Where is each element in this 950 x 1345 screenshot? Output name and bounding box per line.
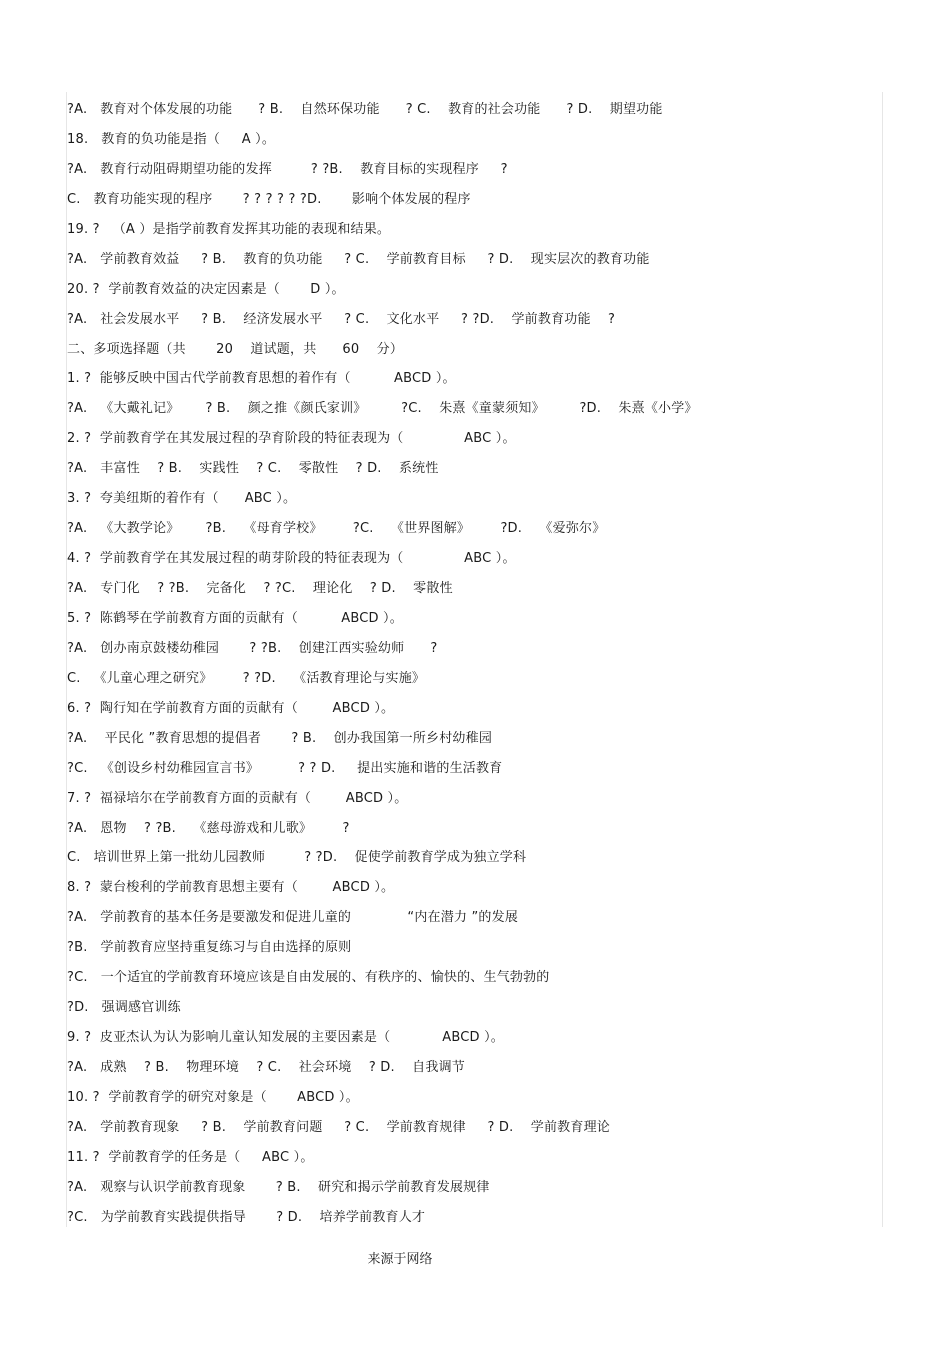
option-line: ?A. 平民化 ”教育思想的提倡者 ? B. 创办我国第一所乡村幼稚园 [67, 730, 493, 746]
option-line: ?D. 强调感官训练 [67, 1000, 181, 1016]
option-line: ?C. 一个适宜的学前教育环境应该是自由发展的、有秩序的、愉快的、生气勃勃的 [67, 970, 550, 986]
option-line: ?A. 《大戴礼记》 ? B. 颜之推《颜氏家训》 ?C. 朱熹《童蒙须知》 ?D. 朱熹《小学》 [67, 401, 698, 417]
option-line: ?A. 专门化 ? ?B. 完备化 ? ?C. 理论化 ? D. 零散性 [67, 581, 453, 596]
question-8: 8. ? 蒙台梭利的学前教育思想主要有（ ABCD ）。 [67, 880, 395, 896]
question-4: 4. ? 学前教育学在其发展过程的萌芽阶段的特征表现为（ ABC ）。 [67, 551, 516, 567]
question-18: 18. 教育的负功能是指（ A ）。 [67, 131, 276, 147]
option-line: ?A. 社会发展水平 ? B. 经济发展水平 ? C. 文化水平 ? ?D. 学前教育功能 ? [67, 311, 616, 327]
question-1: 1. ? 能够反映中国古代学前教育思想的着作有（ ABCD ）。 [67, 371, 456, 387]
option-line: ?A. 恩物 ? ?B. 《慈母游戏和儿歌》 ? [67, 820, 350, 836]
question-20: 20. ? 学前教育效益的决定因素是（ D ）。 [67, 281, 345, 297]
option-line: ?A. 学前教育的基本任务是要激发和促进儿童的 “内在潜力 ”的发展 [67, 910, 519, 926]
question-11: 11. ? 学前教育学的任务是（ ABC ）。 [67, 1149, 314, 1165]
option-line: ?A. 成熟 ? B. 物理环境 ? C. 社会环境 ? D. 自我调节 [67, 1060, 465, 1075]
option-line: C. 教育功能实现的程序 ? ? ? ? ? ?D. 影响个体发展的程序 [67, 191, 471, 207]
option-line: ?A. 《大教学论》 ?B. 《母育学校》 ?C. 《世界图解》 ?D. 《爱弥尔》 [67, 521, 606, 537]
question-list [67, 95, 872, 1233]
question-2: 2. ? 学前教育学在其发展过程的孕育阶段的特征表现为（ ABC ）。 [67, 431, 516, 447]
option-line: ?A. 教育行动阻碍期望功能的发挥 ? ?B. 教育目标的实现程序 ? [67, 161, 508, 177]
question-9: 9. ? 皮亚杰认为认为影响儿童认知发展的主要因素是（ ABCD ）。 [67, 1030, 504, 1046]
question-3: 3. ? 夸美纽斯的着作有（ ABC ）。 [67, 491, 297, 507]
option-line: C. 培训世界上第一批幼儿园教师 ? ?D. 促使学前教育学成为独立学科 [67, 850, 527, 866]
question-7: 7. ? 福禄培尔在学前教育方面的贡献有（ ABCD ）。 [67, 790, 408, 806]
option-line: ?A. 创办南京鼓楼幼稚园 ? ?B. 创建江西实验幼师 ? [67, 640, 438, 656]
option-line: ?A. 丰富性 ? B. 实践性 ? C. 零散性 ? D. 系统性 [67, 461, 439, 477]
option-line: ?B. 学前教育应坚持重复练习与自由选择的原则 [67, 940, 352, 956]
option-line: ?C. 《创设乡村幼稚园宣言书》 ? ? D. 提出实施和谐的生活教育 [67, 760, 503, 776]
option-line: ?A. 学前教育现象 ? B. 学前教育问题 ? C. 学前教育规律 ? D. 学前教育理论 [67, 1119, 610, 1135]
page-footer: 来源于网络 [367, 1252, 433, 1267]
question-6: 6. ? 陶行知在学前教育方面的贡献有（ ABCD ）。 [67, 700, 395, 716]
question-19: 19. ? （A ）是指学前教育发挥其功能的表现和结果。 [67, 221, 391, 237]
question-10: 10. ? 学前教育学的研究对象是（ ABCD ）。 [67, 1089, 359, 1105]
option-line: ?C. 为学前教育实践提供指导 ? D. 培养学前教育人才 [67, 1209, 426, 1225]
option-line: C. 《儿童心理之研究》 ? ?D. 《活教育理论与实施》 [67, 670, 426, 686]
page-border-right [882, 92, 883, 1227]
option-line: ?A. 观察与认识学前教育现象 ? B. 研究和揭示学前教育发展规律 [67, 1179, 490, 1195]
option-line: ?A. 学前教育效益 ? B. 教育的负功能 ? C. 学前教育目标 ? D. 现实层次的教育功能 [67, 251, 650, 267]
section-heading: 二、多项选择题（共 20 道试题，共 60 分） [67, 341, 404, 357]
question-5: 5. ? 陈鹤琴在学前教育方面的贡献有（ ABCD ）。 [67, 610, 403, 626]
option-line: ?A. 教育对个体发展的功能 ? B. 自然环保功能 ? C. 教育的社会功能 ? D. 期望功能 [67, 102, 663, 117]
